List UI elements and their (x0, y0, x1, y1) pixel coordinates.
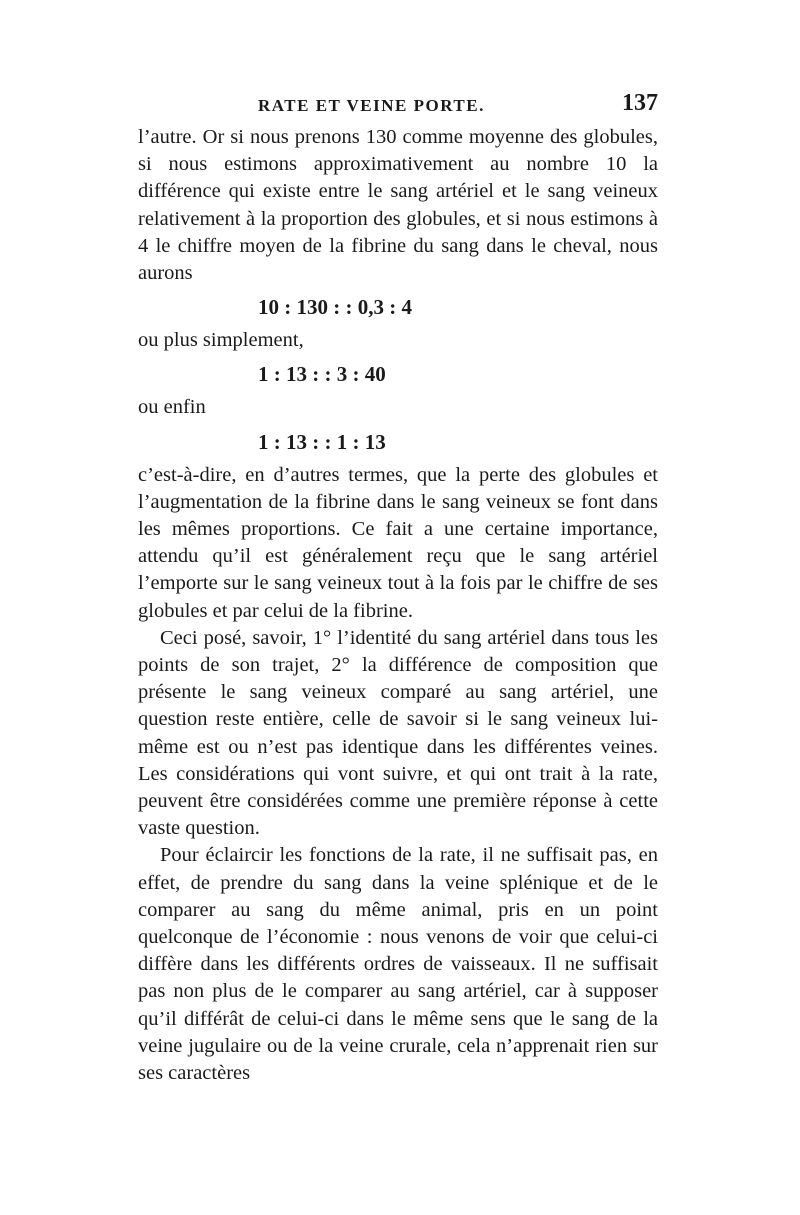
equation-2: 1 : 13 : : 3 : 40 (258, 362, 386, 387)
running-title: RATE ET VEINE PORTE. (258, 96, 485, 115)
page-header (138, 90, 658, 126)
paragraph-4: Pour éclaircir les fonctions de la rate, il ne suffisait pas, en effet, de prendre du sang dans la veine splénique et de le comparer au sang du même animal, pris en un point quelconque de l’économie : nous venons de voir que celui-ci diffère dans les différents ordres de vaisseaux. Il ne suffisait pas non plus de le comparer au sang artériel, car à supposer qu’il différât de celui-ci dans le même sens que le sang de la veine jugulaire ou de la veine crurale, cela n’apprenait rien sur ses caractères (138, 844, 658, 1085)
equation-label-1: ou plus simplement, (138, 329, 304, 352)
paragraph-3: Ceci posé, savoir, 1° l’identité du sang artériel dans tous les points de son trajet, 2° la différence de composition que présente le sang veineux comparé au sang artériel, une question reste entière, celle de savoir si le sang veineux lui-même est ou n’est pas identique dans les différentes veines. Les considérations qui vont suivre, et qui ont trait à la rate, peuvent être considérées comme une première réponse à cette vaste question. (138, 626, 658, 840)
paragraph-2: c’est-à-dire, en d’autres termes, que la perte des globules et l’augmentation de la fibrine dans le sang veineux se font dans les mêmes proportions. Ce fait a une certaine importance, attendu qu’il est généralement reçu que le sang artériel l’emporte sur le sang veineux tout à la fois par le chiffre de ses globules et par celui de la fibrine. (138, 463, 658, 622)
equation-1: 10 : 130 : : 0,3 : 4 (258, 295, 412, 320)
body-text (138, 124, 658, 1087)
paragraph-1: l’autre. Or si nous prenons 130 comme moyenne des globules, si nous estimons approximativement au nombre 10 la différence qui existe entre le sang artériel et le sang veineux relativement à la proportion des globules, et si nous estimons à 4 le chiffre moyen de la fibrine du sang dans le cheval, nous aurons (138, 126, 658, 285)
equation-3: 1 : 13 : : 1 : 13 (258, 429, 386, 454)
equation-label-2: ou enfin (138, 396, 206, 419)
page-number: 137 (622, 90, 658, 116)
